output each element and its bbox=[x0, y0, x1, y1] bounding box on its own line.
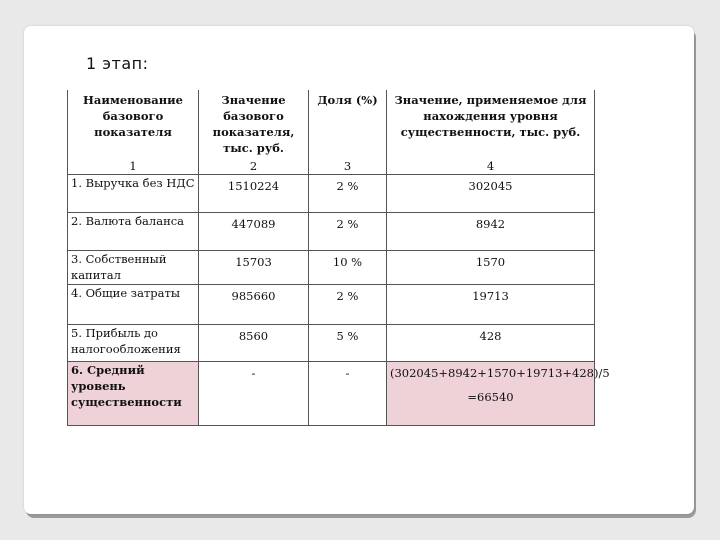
table-row bbox=[68, 213, 595, 251]
page-title: 1 этап: bbox=[86, 54, 149, 73]
base-value: 447089 bbox=[199, 213, 309, 251]
base-value: 8560 bbox=[199, 325, 309, 362]
column-number: 2 bbox=[199, 158, 309, 175]
share-percent: 2 % bbox=[309, 213, 387, 251]
base-value: 985660 bbox=[199, 285, 309, 325]
table-header-row bbox=[68, 90, 595, 158]
column-number: 1 bbox=[68, 158, 199, 175]
summary-formula: (302045+8942+1570+19713+428)/5 bbox=[390, 366, 610, 380]
share-percent: 2 % bbox=[309, 285, 387, 325]
share-percent: 2 % bbox=[309, 175, 387, 213]
base-value: 15703 bbox=[199, 251, 309, 285]
column-number: 4 bbox=[387, 158, 595, 175]
table-row bbox=[68, 251, 595, 285]
summary-result: =66540 bbox=[467, 390, 514, 404]
table-row bbox=[68, 325, 595, 362]
summary-formula-cell bbox=[387, 362, 610, 426]
summary-row bbox=[68, 362, 595, 426]
table-row bbox=[68, 175, 595, 213]
column-number-row bbox=[68, 158, 595, 175]
applied-value: 302045 bbox=[387, 175, 595, 213]
applied-value: 428 bbox=[387, 325, 595, 362]
applied-value: 1570 bbox=[387, 251, 595, 285]
indicator-name: 4. Общие затраты bbox=[68, 285, 199, 325]
applied-value: 8942 bbox=[387, 213, 595, 251]
summary-name: 6. Средний уровень существенности bbox=[68, 362, 199, 426]
share-percent: 5 % bbox=[309, 325, 387, 362]
header-base-value: Значение базового показателя, тыс. руб. bbox=[199, 90, 309, 158]
indicator-name: 1. Выручка без НДС bbox=[68, 175, 199, 213]
applied-value: 19713 bbox=[387, 285, 595, 325]
indicator-name: 5. Прибыль до налогообложения bbox=[68, 325, 199, 362]
materiality-table bbox=[67, 90, 610, 426]
indicator-name: 3. Собственный капитал bbox=[68, 251, 199, 285]
column-number: 3 bbox=[309, 158, 387, 175]
base-value: 1510224 bbox=[199, 175, 309, 213]
summary-value: - bbox=[199, 362, 309, 426]
header-applied-value: Значение, применяемое для нахождения уровня существенности, тыс. руб. bbox=[387, 90, 595, 158]
indicator-name: 2. Валюта баланса bbox=[68, 213, 199, 251]
summary-share: - bbox=[309, 362, 387, 426]
table-row bbox=[68, 285, 595, 325]
header-share: Доля (%) bbox=[309, 90, 387, 158]
header-indicator-name: Наименование базового показателя bbox=[68, 90, 199, 158]
share-percent: 10 % bbox=[309, 251, 387, 285]
